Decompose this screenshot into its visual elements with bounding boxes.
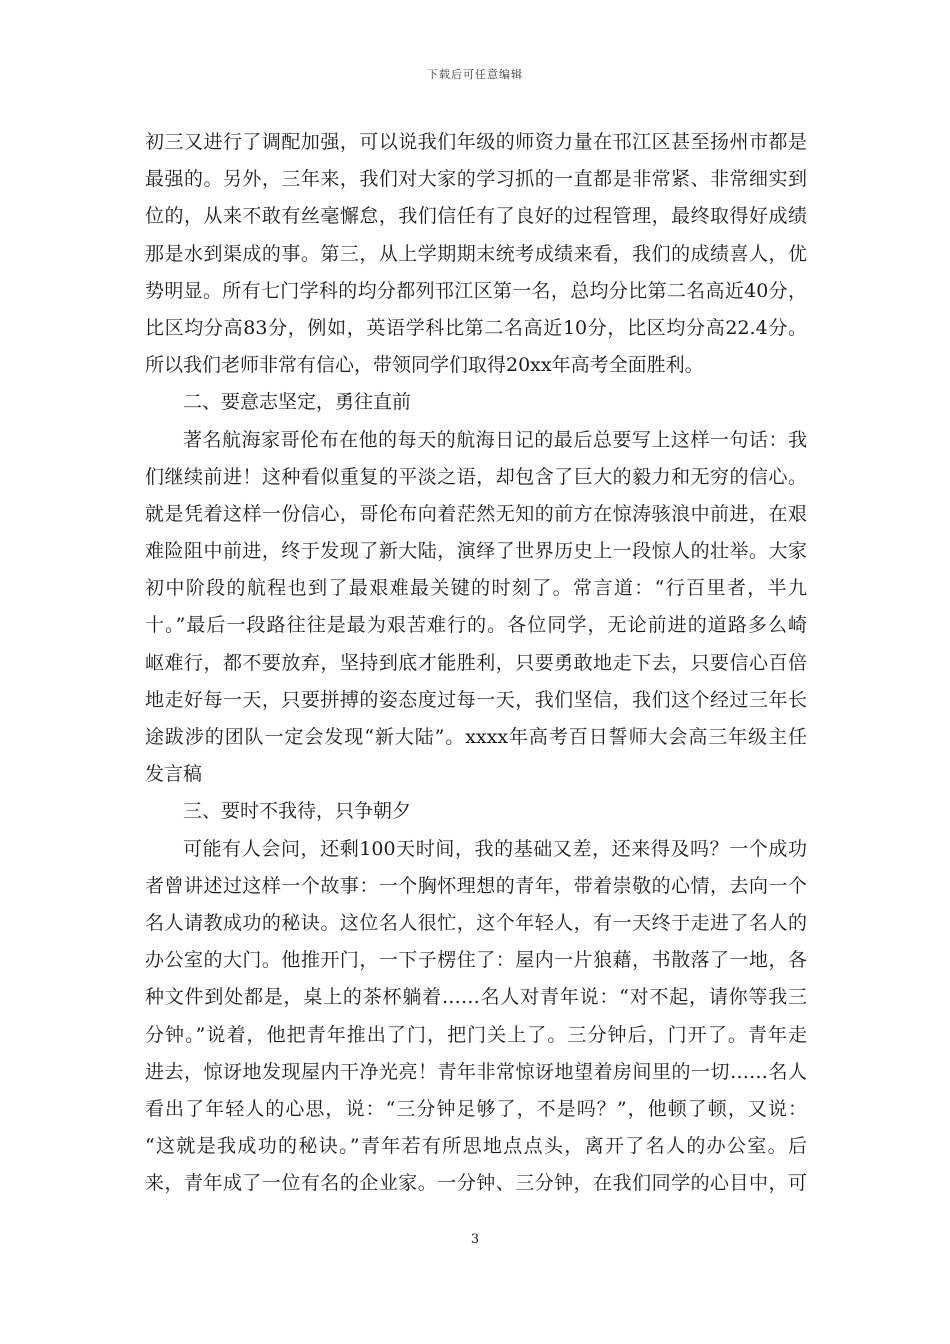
body-line: “这就是我成功的秘诀。”青年若有所思地点点头，离开了名人的办公室。后 bbox=[145, 1135, 807, 1158]
body-line: 所以我们老师非常有信心，带领同学们取得20xx年高考全面胜利。 bbox=[145, 354, 704, 377]
body-line: 难险阻中前进，终于发现了新大陆，演绎了世界历史上一段惊人的壮举。大家 bbox=[145, 540, 807, 563]
body-line: 那是水到渠成的事。第三，从上学期期末统考成绩来看，我们的成绩喜人，优 bbox=[145, 242, 807, 265]
body-line: 名人请教成功的秘诀。这位名人很忙，这个年轻人，有一天终于走进了名人的 bbox=[145, 911, 807, 934]
body-line: 比区均分高83分，例如，英语学科比第二名高近10分，比区均分高22.4分。 bbox=[145, 316, 807, 339]
body-line: 们继续前进！这种看似重复的平淡之语，却包含了巨大的毅力和无穷的信心。 bbox=[145, 465, 807, 488]
body-line: 分钟。”说着，他把青年推出了门，把门关上了。三分钟后，门开了。青年走 bbox=[145, 1023, 807, 1046]
body-line: 种文件到处都是，桌上的茶杯躺着……名人对青年说：“对不起，请你等我三 bbox=[145, 986, 807, 1009]
body-line: 进去，惊讶地发现屋内干净光亮！青年非常惊讶地望着房间里的一切……名人 bbox=[145, 1060, 807, 1083]
document-body bbox=[145, 124, 807, 1202]
body-line: 初三又进行了调配加强，可以说我们年级的师资力量在邗江区甚至扬州市都是 bbox=[145, 131, 807, 153]
body-line: 地走好每一天，只要拼搏的姿态度过每一天，我们坚信，我们这个经过三年长 bbox=[145, 688, 807, 711]
section-heading: 三、要时不我待，只争朝夕 bbox=[183, 800, 412, 823]
body-line: 者曾讲述过这样一个故事：一个胸怀理想的青年，带着崇敬的心情，去向一个 bbox=[145, 874, 807, 897]
body-line: 来，青年成了一位有名的企业家。一分钟、三分钟，在我们同学的心目中，可 bbox=[145, 1172, 807, 1195]
body-line: 可能有人会问，还剩100天时间，我的基础又差，还来得及吗？一个成功 bbox=[183, 837, 807, 860]
body-line: 办公室的大门。他推开门，一下子楞住了：屋内一片狼藉，书散落了一地，各 bbox=[145, 949, 807, 972]
header-note: 下载后可任意编辑 bbox=[427, 68, 523, 81]
body-line: 看出了年轻人的心思，说：“三分钟足够了，不是吗？”，他顿了顿，又说： bbox=[145, 1097, 807, 1120]
section-heading: 二、要意志坚定，勇往直前 bbox=[183, 391, 412, 414]
page-number: 3 bbox=[470, 1232, 480, 1247]
body-line: 岖难行，都不要放弃，坚持到底才能胜利，只要勇敢地走下去，只要信心百倍 bbox=[145, 651, 807, 674]
body-line: 势明显。所有七门学科的均分都列邗江区第一名，总均分比第二名高近40分， bbox=[145, 279, 807, 302]
body-line: 十。”最后一段路往往是最为艰苦难行的。各位同学，无论前进的道路多么崎 bbox=[145, 614, 807, 637]
body-line: 发言稿 bbox=[145, 763, 203, 786]
body-line: 初中阶段的航程也到了最艰难最关键的时刻了。常言道：“行百里者，半九 bbox=[145, 577, 807, 600]
body-line: 途跋涉的团队一定会发现“新大陆”。xxxx年高考百日誓师大会高三年级主任 bbox=[145, 726, 807, 748]
body-line: 位的，从来不敢有丝毫懈怠，我们信任有了良好的过程管理，最终取得好成绩 bbox=[145, 205, 807, 228]
body-line: 著名航海家哥伦布在他的每天的航海日记的最后总要写上这样一句话：我 bbox=[183, 428, 807, 451]
body-line: 最强的。另外，三年来，我们对大家的学习抓的一直都是非常紧、非常细实到 bbox=[145, 168, 807, 191]
body-line: 就是凭着这样一份信心，哥伦布向着茫然无知的前方在惊涛骇浪中前进，在艰 bbox=[145, 502, 807, 525]
